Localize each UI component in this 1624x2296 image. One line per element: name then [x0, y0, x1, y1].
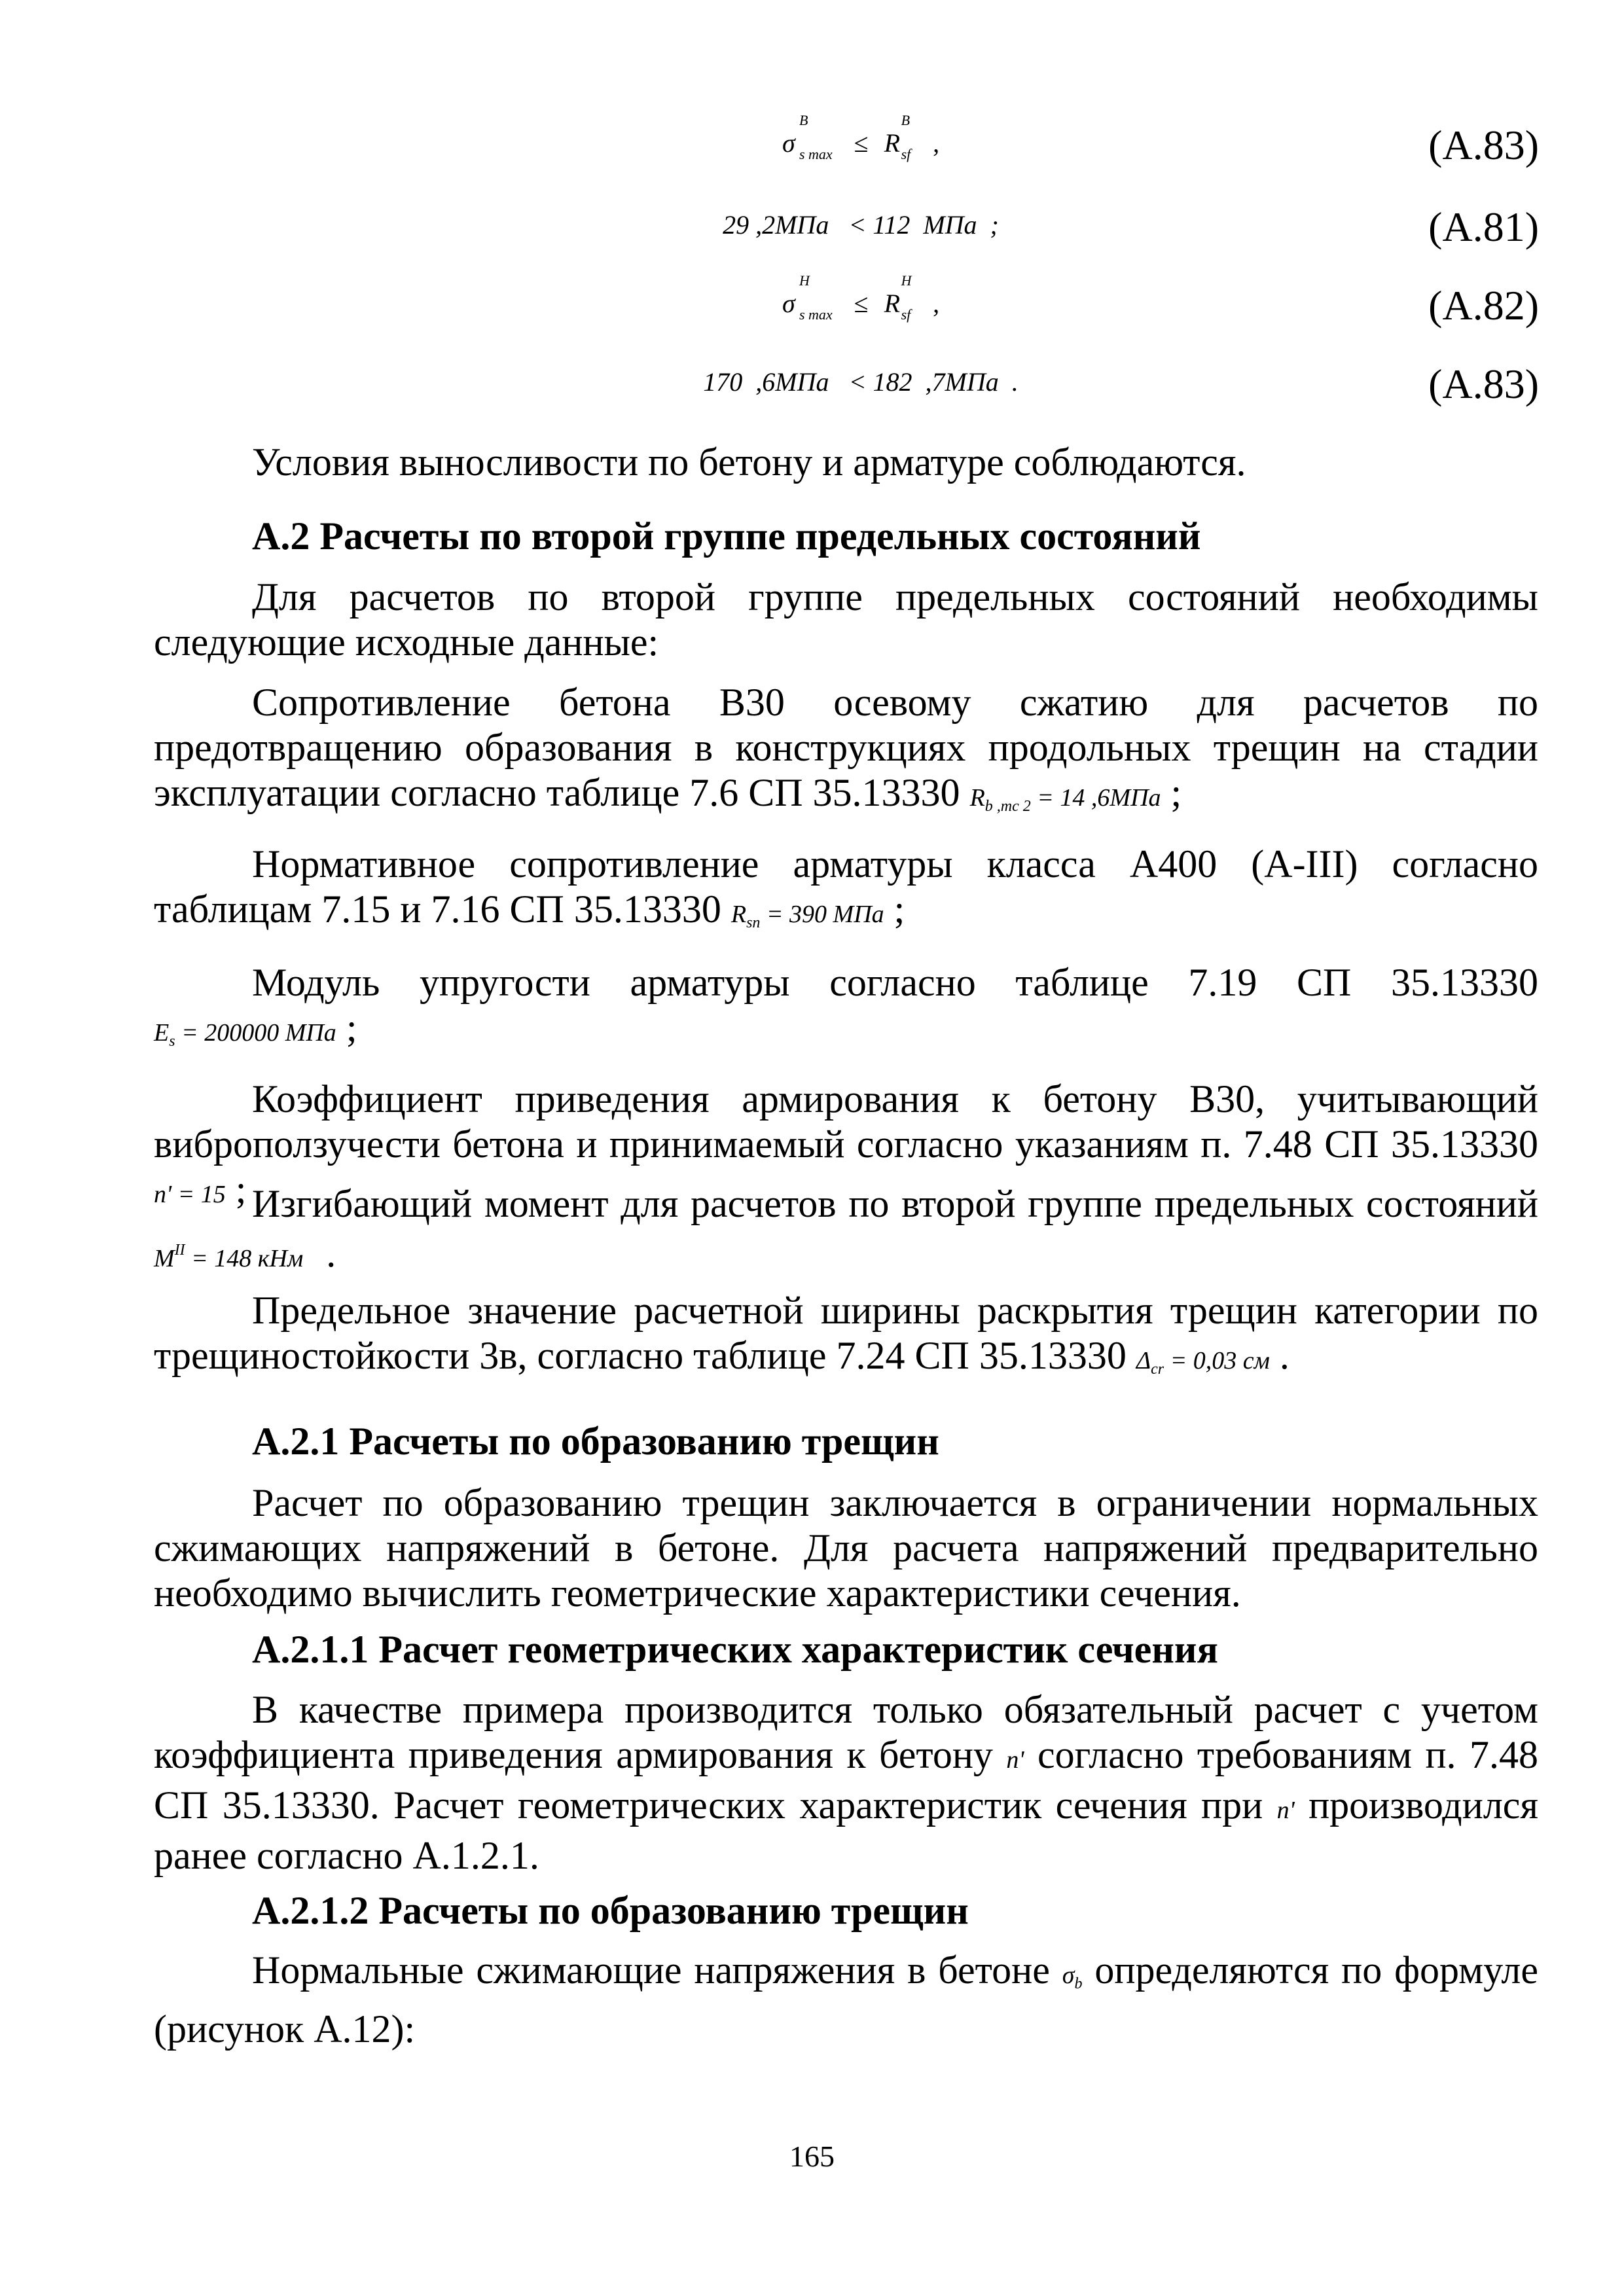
math-expression: n' = 15	[154, 1181, 226, 1208]
formula-number: (A.82)	[1428, 282, 1539, 329]
formula: 170 ,6МПа < 182 ,7МПа .	[703, 367, 1019, 397]
formula-number: (A.81)	[1428, 204, 1539, 250]
math-expression: $E_s = 200000$ МПа	[154, 1019, 336, 1050]
math-expression: n'	[1276, 1797, 1295, 1824]
formula-number: (A.83)	[1428, 361, 1539, 407]
paragraph: Сопротивление бетона B30 осевому сжатию для расчетов по предотвращению образования в конструкциях продольных трещин на стадии эксплуатации согласно таблице 7.6 СП 35.13330 $R_{b ,mc 2} = 14$ ,6МПа ;	[154, 681, 1538, 815]
formula-row	[0, 112, 1624, 180]
paragraph: Предельное значение расчетной ширины раскрытия трещин категории по трещиностойкости 3в, согласно таблице 7.24 СП 35.13330 $\Delta_{cr} = 0,03$ см .	[154, 1289, 1538, 1378]
formula: σ B s max ≤ R B sf ,	[782, 112, 940, 162]
math-expression: n'	[1006, 1746, 1024, 1774]
formula: σ H s max ≤ R H sf ,	[782, 272, 940, 323]
formula-row	[0, 360, 1624, 419]
paragraph: Модуль упругости арматуры согласно таблице 7.19 СП 35.13330	[252, 961, 1538, 1004]
section-heading: А.2 Расчеты по второй группе предельных состояний	[252, 514, 1201, 558]
formula-row	[0, 272, 1624, 340]
math-expression: $R_{b ,mc 2} = 14$ ,6МПа	[969, 784, 1161, 815]
formula-row	[0, 203, 1624, 262]
formula: 29 ,2МПа < 112 МПа ;	[723, 210, 999, 240]
section-heading: А.2.1.1 Расчет геометрических характеристик сечения	[252, 1628, 1218, 1671]
paragraph-continuation: $E_s = 200000$ МПа ;	[154, 1006, 357, 1050]
math-expression: $M^{II} = 148$ кНм	[154, 1242, 304, 1272]
paragraph-continuation: $M^{II} = 148$ кНм .	[154, 1232, 336, 1275]
math-expression: $\Delta_{cr} = 0,03$ см	[1136, 1347, 1270, 1378]
math-expression: $R_{sn} = 390$ МПа	[731, 901, 884, 931]
section-heading: А.2.1 Расчеты по образованию трещин	[252, 1420, 939, 1463]
formula-number: (A.83)	[1428, 122, 1539, 168]
page-number: 165	[789, 2140, 835, 2173]
paragraph: Нормальные сжимающие напряжения в бетоне $\sigma_b$ определяются по формуле (рисунок А.12):	[154, 1948, 1538, 2051]
paragraph: В качестве примера производится только обязательный расчет с учетом коэффициента приведения армирования к бетону n' согласно требованиям п. 7.48 СП 35.13330. Расчет геометрических характеристик сечения при n' производился ранее согласно А.1.2.1.	[154, 1688, 1538, 1877]
paragraph: Условия выносливости по бетону и арматуре соблюдаются.	[252, 440, 1246, 484]
paragraph: Коэффициент приведения армирования к бетону B30, учитывающий виброползучести бетона и принимаемый согласно указаниям п. 7.48 СП 35.13330 n' = 15 ;	[154, 1077, 1538, 1211]
section-heading: А.2.1.2 Расчеты по образованию трещин	[252, 1889, 969, 1932]
paragraph: Изгибающий момент для расчетов по второй группе предельных состояний	[252, 1182, 1538, 1225]
paragraph: Расчет по образованию трещин заключается в ограничении нормальных сжимающих напряжений в бетоне. Для расчета напряжений предварительно необходимо вычислить геометрические характеристики сечения.	[154, 1481, 1538, 1615]
paragraph: Нормативное сопротивление арматуры класса А400 (A-III) согласно таблицам 7.15 и 7.16 СП 35.13330 $R_{sn} = 390$ МПа ;	[154, 842, 1538, 931]
math-expression: $\sigma_b$	[1062, 1962, 1083, 1992]
paragraph: Для расчетов по второй группе предельных состояний необходимы следующие исходные данные:	[154, 575, 1538, 664]
